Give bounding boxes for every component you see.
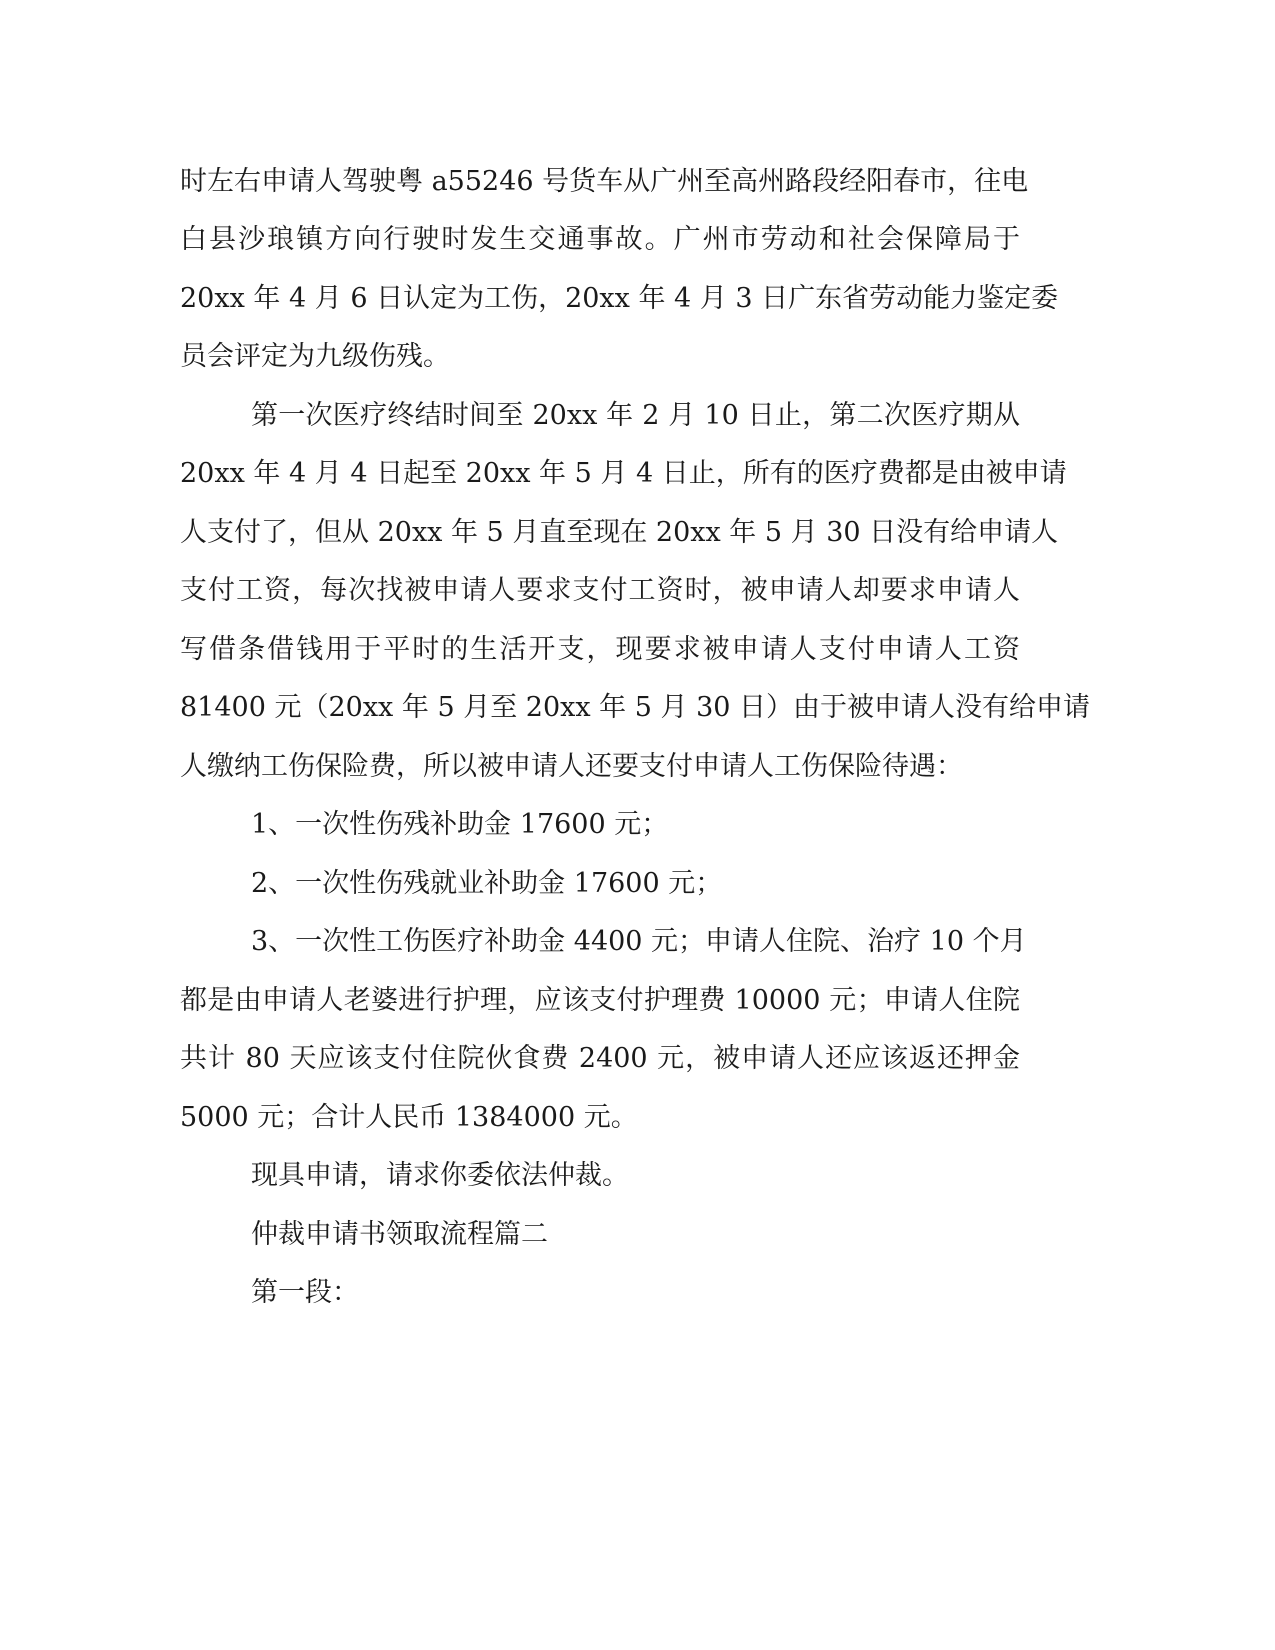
paragraph-line: 现具申请，请求你委依法仲裁。 <box>251 1160 629 1191</box>
list-item: 1、一次性伤残补助金 17600 元； <box>251 809 669 840</box>
paragraph-line: 员会评定为九级伤残。 <box>180 341 450 372</box>
paragraph-line: 5000 元；合计人民币 1384000 元。 <box>180 1102 638 1133</box>
paragraph-line: 第一次医疗终结时间至 20xx 年 2 月 10 日止，第二次医疗期从 <box>251 400 1020 431</box>
paragraph-line: 写借条借钱用于平时的生活开支，现要求被申请人支付申请人工资 <box>180 634 1020 665</box>
paragraph-line: 人支付了，但从 20xx 年 5 月直至现在 20xx 年 5 月 30 日没有给申请人 <box>180 517 1059 548</box>
paragraph-line: 81400 元（20xx 年 5 月至 20xx 年 5 月 30 日）由于被申请人没有给申请 <box>180 692 1091 723</box>
list-item: 3、一次性工伤医疗补助金 4400 元；申请人住院、治疗 10 个月 <box>251 926 1027 957</box>
paragraph-line: 都是由申请人老婆进行护理，应该支付护理费 10000 元；申请人住院 <box>180 985 1020 1016</box>
paragraph-line: 共计 80 天应该支付住院伙食费 2400 元，被申请人还应该返还押金 <box>180 1043 1020 1074</box>
paragraph-line: 20xx 年 4 月 4 日起至 20xx 年 5 月 4 日止，所有的医疗费都是由被申请 <box>180 458 1067 489</box>
section-subheading: 第一段： <box>251 1277 359 1308</box>
paragraph-line: 人缴纳工伤保险费，所以被申请人还要支付申请人工伤保险待遇： <box>180 751 963 782</box>
paragraph-line: 20xx 年 4 月 6 日认定为工伤，20xx 年 4 月 3 日广东省劳动能力鉴定委 <box>180 283 1059 314</box>
paragraph-line: 时左右申请人驾驶粤 a55246 号货车从广州至高州路段经阳春市，往电 <box>180 166 1029 197</box>
paragraph-line: 支付工资，每次找被申请人要求支付工资时，被申请人却要求申请人 <box>180 575 1020 606</box>
paragraph-line: 白县沙琅镇方向行驶时发生交通事故。广州市劳动和社会保障局于 <box>180 224 1020 255</box>
list-item: 2、一次性伤残就业补助金 17600 元； <box>251 868 723 899</box>
section-heading: 仲裁申请书领取流程篇二 <box>251 1219 548 1250</box>
